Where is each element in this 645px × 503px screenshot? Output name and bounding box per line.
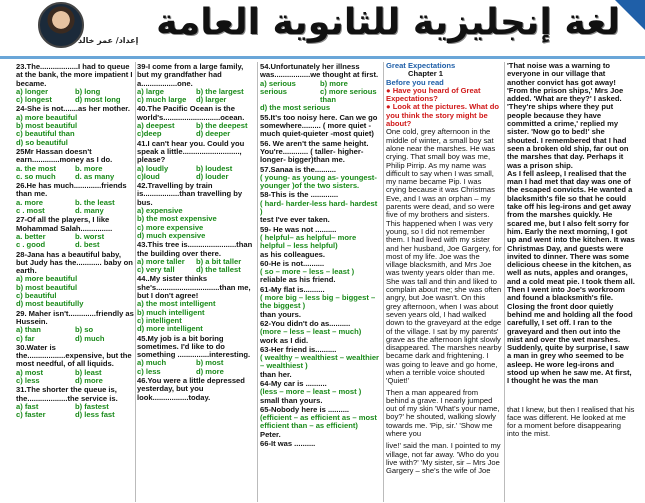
answer-option: d. as many [75,171,115,181]
answer-option: b) the most expensive [137,214,217,224]
answer-option: ( young- as young as- youngest- younger )of the two sisters. [260,172,377,191]
answer-option: d) much [75,333,105,343]
answer-option: b) the largest [196,86,244,96]
questions-column-3 [260,62,380,502]
answer-option: c) beautiful than [16,129,75,139]
story-text-6: Suddenly, quite by surprise, I saw a man in grey who seemed to be asleep. He wore leg-irons and stood up when he saw me. At first, I thought he was the man [507,343,632,386]
answer-options [137,173,255,181]
answer-options [260,200,380,217]
question-text: 45.My job is a bit boring sometimes. I'd like to do something ...............interesting. [137,333,251,360]
story-heading: Great Expectations [386,62,456,70]
answer-option: b. the least [75,197,115,207]
questions-column-2 [137,62,255,502]
question-text: 65-Nobody here is .......... [260,404,350,414]
before-you-read: Before you read [386,77,444,87]
answer-option: a. more [16,197,44,207]
question-text: 24-She is not.......as her mother. [16,104,130,114]
answer-option: c) less [137,366,161,376]
answer-options [137,266,255,274]
answer-option: a) more taller [137,256,185,266]
question-text: 58-This is the ............. [260,190,339,200]
answer-option: b) long [75,86,101,96]
answer-option: c) longest [16,95,52,105]
answer-options [137,130,255,138]
question-tail: as his colleagues. [260,249,325,259]
answer-option: d) louder [196,171,229,181]
answer-option: c) much large [137,95,187,105]
answer-option: a) loudly [137,163,169,173]
answer-option: d) the most serious [260,103,331,113]
answer-option: ( more big – less big – biggest – the biggest ) [260,293,376,311]
story-text-3: live!' said the man. I pointed to my village, not far away. 'Who do you live with?' 'My sister, sir – Mrs Joe Gargery – she's the wife of Joe [386,441,501,476]
question-tail: Peter. [260,429,281,439]
answer-option: (efficient – as efficient as – most efficient than – as efficient) [260,413,377,431]
answer-option: d) much expensive [137,230,206,240]
answer-option: c) far [16,333,35,343]
question-text: 54.Unfortunately her illness was.................we thought at first. [260,62,379,80]
question-text: 62-You didn't do as.......... [260,318,351,328]
answer-option: (less – more – least – most ) [260,387,362,397]
answer-option: c . most [16,206,45,216]
answer-option: a. the most [16,163,57,173]
answer-option: c) beautiful [16,291,57,301]
story-text-7: that I knew, but then I realised that his face was different. He looked at me for a moment before disappearing into the mist. [507,404,635,439]
answer-option: a) more beautiful [16,112,78,122]
answer-option: d. best [75,240,100,250]
answer-options [260,354,380,371]
answer-option: c . good [16,240,46,250]
answer-option: a) large [137,86,165,96]
answer-option: d) less fast [75,410,115,420]
question-text: 64-My car is .......... [260,378,327,388]
answer-option: ( hard- harder-less hard- hardest ) [260,198,378,217]
answer-option: a) longer [16,86,49,96]
answer-option: d) so beautiful [16,137,68,147]
answer-option: b) so [75,325,94,335]
column-divider [135,62,136,502]
answer-option: a) fast [16,401,39,411]
answer-option: ( so – more – less – least ) [260,267,355,277]
story-column-2 [507,62,635,502]
question-text: 55.It's too noisy here. Can we go somewhere......... ( more quiet - much quiet-quieter -most quiet) [260,112,378,139]
question-tail: reliable as his friend. [260,275,336,285]
chapter-label: Chapter 1 [408,69,444,79]
answer-option: b) the deepest [196,121,248,131]
answer-option: a) serious [260,78,296,88]
question-text: 39-I come from a large family, but my grandfather had a.................one. [137,62,244,88]
answer-options [16,96,134,104]
question-tail: test I've ever taken. [260,215,330,225]
answer-options [137,325,255,333]
answer-option: c) less [16,375,40,385]
question-tail: than her. [260,369,292,379]
answer-option: a) deepest [137,121,175,131]
answer-options [260,104,380,112]
question-text: 61-My flat is.......... [260,284,325,294]
column-divider [257,62,258,502]
answer-option: b) most [196,358,224,368]
answer-option: d) the tallest [196,265,241,275]
answer-option: c. so much [16,171,56,181]
answer-options [260,88,380,105]
answer-option: d) more [75,375,103,385]
question-text: 40.The Pacific Ocean is the world's...........................ocean. [137,104,245,122]
answer-option: b) loudest [196,163,233,173]
question-text: 59- He was not .......... [260,224,337,234]
answer-options [16,377,134,385]
answer-option: c)loud [137,171,160,181]
answer-option: a) more beautiful [16,274,78,284]
story-column-1 [386,62,502,502]
answer-option: c) intelligent [137,315,182,325]
answer-option: b) a bit taller [196,256,242,266]
questions-column-1 [16,62,134,502]
column-divider [383,62,384,502]
question-text: 63-Her friend is.......... [260,344,337,354]
answer-option: b) fastest [75,401,109,411]
answer-options [16,207,134,215]
header-divider [0,56,645,59]
answer-option: d. many [75,206,104,216]
question-text: 28-Jana has a beautiful baby, but Judy has the............ baby on earth. [16,249,133,276]
answer-option: b) least [75,367,102,377]
question-text: 23.The..................I had to queue at the bank, the more impatient I became. [16,62,133,88]
story-text-5: As I fell asleep, I realised that the man I had met that day was one of the escaped convicts. He wanted a blacksmith's file so that he could take off his leg-irons and get away from the marshes quickly. He scared me, but I also felt sorry for him. Early the next morning, I got up and went into the kitchen. It was Christmas Day, and guests were invited to dinner. There was some delicious cheese in the kitchen, as well as nuts, apples and oranges, and a cold meat pie. I took them all. Then I went into Joe's workroom and found a blacksmith's file. Closing the front door quietly behind me and holding all the food carefully, I set off. I ran to the graveyard and then out into the mist and over the wet marshes. [507,168,635,344]
answer-options [137,368,255,376]
answer-option: serious [260,86,288,96]
answer-option: c) more serious than [320,86,377,105]
answer-options [260,414,380,431]
question-text: 56. We aren't the same height. You're............ ( taller- higher- longer- bigger)than me. [260,138,369,165]
story-text-4: 'That noise was a warning to everyone in our village that another convict has got away! 'From the prison ships,' Mrs Joe added. 'What are they?' I asked. 'They're ships where they put people because they have committed a crime,' replied my sister. 'Now go to bed!' she shouted. I remembered that I had seen a broken old ship, far out on the marshes that day. Perhaps it was a prison ship. [507,62,629,170]
answer-option: c) very tall [137,265,175,275]
page-title: لغة إنجليزية للثانوية العامة [156,2,620,43]
question-text: 41.I can't hear you. Could you speak a little..........................., please? [137,138,245,165]
answer-options [260,294,380,311]
answer-option: a) expensive [137,206,183,216]
answer-option: ( helpful– as helpful– more helpful – less helpful) [260,232,357,251]
author-credit: إعداد/ عمر خالد [78,36,139,45]
answer-option: a) much [137,358,167,368]
question-text: 31.The shorter the queue is, the...................the service is. [16,385,118,403]
answer-options [137,232,255,240]
question-text: 66-It was .......... [260,439,316,449]
answer-option: d) more intelligent [137,324,203,334]
story-text: One cold, grey afternoon in the middle of winter, a small boy sat alone near the marshes. He was crying. That small boy was me, Philip Pirrip. As my name was difficult to say when I was small, my name became Pip. I was crying because it was Christmas Eve, and I was an orphan – my parents were dead, and so were five of my brothers and sisters. This happened when I was very young, so I did not remember them. I had lived with my sister and her husband, Joe Gargery, for most of my life. Joe was the village blacksmith, and Mrs Joe was twenty years older than me. She was tall and thin and liked to complain about me; she was often angry, but Joe wasn't. On this grey afternoon, when I was about seven years old, I had walked down to the graveyard at the edge of the village. I sat by my parents' grave as the afternoon light slowly disappeared. The marshes nearby became dark and frightening. I was going to leave and go home, when a terrible voice shouted 'Quiet!' [386,127,502,386]
answer-options [16,335,134,343]
answer-option: d) larger [196,95,227,105]
question-text: 26.He has much.............friends than me. [16,181,127,199]
column-divider [504,62,505,502]
answer-option: ( wealthy – wealthiest – wealthier – wealthiest ) [260,353,380,371]
question-text: 29. Maher isn't.............friendly as Hussein. [16,308,134,326]
prompt-1: ● Have you heard of Great Expectations? [386,85,481,104]
answer-option: b) more [320,78,348,88]
question-text: 57.Sanaa is the.......... [260,164,336,174]
question-text: 60-He is not.......... [260,258,325,268]
answer-option: d) more [196,366,224,376]
answer-option: b. more [75,163,103,173]
question-tail: small than yours. [260,395,323,405]
answer-option: d) most beautifully [16,299,84,309]
answer-option: c) more expensive [137,222,204,232]
answer-options [260,174,380,191]
answer-options [260,234,380,251]
answer-option: b) most beautiful [16,121,78,131]
answer-option: b) most beautiful [16,282,78,292]
answer-option: c)deep [137,129,162,139]
question-text: 25Mr Hassan doesn't earn.............money as I do. [16,146,113,165]
story-text-2: Then a man appeared from behind a grave. I nearly jumped out of my skin 'What's your name, boy?' he shouted, walking slowly towards me. 'Pip, sir.' 'Show me where you [386,387,500,439]
answer-option: d) most long [75,95,121,105]
answer-option: (more – less – least – much) [260,327,362,337]
question-text: 46.You were a little depressed yesterday, but you look.................today. [137,375,245,402]
question-tail: than yours. [260,309,301,319]
answer-option: a. better [16,231,46,241]
answer-option: a) than [16,325,41,335]
answer-option: c) faster [16,410,46,420]
answer-option: a) most [16,367,44,377]
answer-options [16,139,134,147]
question-text: 43.This tree is.......................than the building over there. [137,240,253,258]
answer-options [16,300,134,308]
question-text: 44..My sister thinks she's..............................than me, but I don't agree! [137,274,251,301]
answer-option: b. worst [75,231,105,241]
answer-options [16,173,134,181]
answer-options [16,241,134,249]
answer-options [16,411,134,419]
page-header [0,0,645,58]
question-text: 27-Of all the players, I like Mohammad Salah............... [16,215,113,233]
answer-options [137,96,255,104]
question-tail: work as I did. [260,335,309,345]
prompt-2: ● Look at the pictures. What do you think the story might be about? [386,102,500,129]
answer-option: d) deeper [196,129,231,139]
answer-option: b) much intelligent [137,307,205,317]
question-text: 30.Water is the..................expensive, but the most needful, of all liquids. [16,342,132,369]
answer-option: a) the most intelligent [137,299,216,309]
question-text: 42.Travelling by train is.................than travelling by bus. [137,181,243,207]
